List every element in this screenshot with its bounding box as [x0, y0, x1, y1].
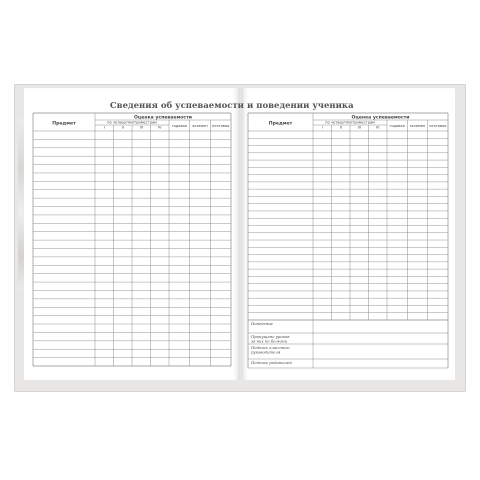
footer-label: руководителя: [251, 349, 281, 355]
footer-label: Подпись классного: [251, 345, 290, 350]
period-label-right: I: [321, 125, 323, 130]
footer-label: Поведение: [251, 321, 273, 326]
period-label-left: I: [103, 125, 105, 130]
period-label-right: IV: [375, 125, 380, 130]
summary-header-left: итоговая: [212, 124, 230, 128]
grades-header-left: Оценка успеваемости: [133, 115, 193, 121]
period-label-right: III: [357, 125, 361, 130]
summary-header-left: экзамен: [192, 124, 208, 128]
period-header-right: по четвертям/триместрам: [325, 120, 375, 125]
summary-header-right: экзамен: [409, 124, 426, 128]
footer-label: за них по болезни: [251, 338, 288, 344]
page-title-left: Сведения об успеваемости: [109, 101, 244, 111]
summary-header-right: годовая: [389, 124, 405, 128]
summary-header-right: итоговая: [429, 124, 447, 128]
page-title-right: и поведении ученика: [247, 101, 354, 111]
footer-label: Пропущено уроков: [251, 334, 290, 339]
period-label-left: IV: [157, 125, 162, 130]
subject-header-left: Предмет: [52, 121, 76, 127]
period-label-right: II: [339, 125, 342, 130]
period-header-left: по четвертям/триместрам: [107, 120, 157, 125]
period-label-left: II: [121, 125, 124, 130]
period-label-left: III: [139, 125, 143, 130]
footer-label: Подпись родителей: [251, 360, 292, 365]
grades-header-right: Оценка успеваемости: [351, 115, 410, 121]
subject-header-right: Предмет: [268, 121, 293, 127]
summary-header-left: годовая: [171, 124, 187, 128]
